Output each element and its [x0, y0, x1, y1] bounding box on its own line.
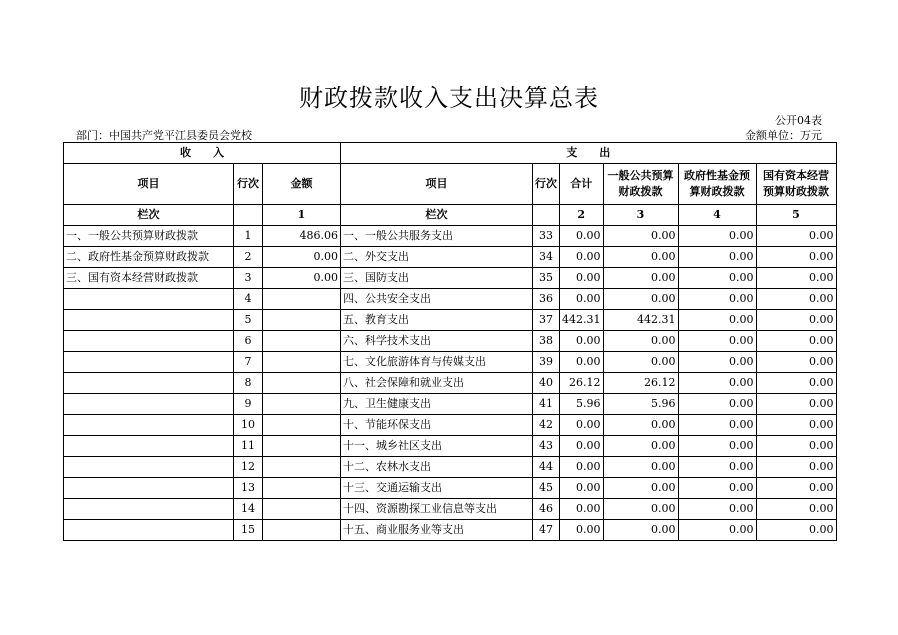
gov-fund-cell: 0.00: [678, 247, 756, 268]
state-capital-cell: 0.00: [756, 394, 836, 415]
income-item-cell: [64, 415, 234, 436]
income-amount-cell: [263, 394, 341, 415]
income-amount-cell: [263, 331, 341, 352]
col-index-5: 5: [756, 205, 836, 226]
total-cell: 0.00: [560, 415, 604, 436]
state-capital-cell: 0.00: [756, 520, 836, 541]
general-budget-cell: 0.00: [603, 457, 678, 478]
income-item-cell: [64, 289, 234, 310]
expense-item-cell: 十五、商业服务业等支出: [341, 520, 533, 541]
total-cell: 0.00: [560, 457, 604, 478]
total-cell: 442.31: [560, 310, 604, 331]
income-amount-cell: 486.06: [263, 226, 341, 247]
table-row: [64, 268, 837, 289]
form-number: 公开04表: [775, 114, 822, 127]
state-capital-cell: 0.00: [756, 310, 836, 331]
table-row: [64, 247, 837, 268]
table-row: [64, 394, 837, 415]
expense-item-cell: 九、卫生健康支出: [341, 394, 533, 415]
income-line-cell: 2: [234, 247, 263, 268]
table-row: [64, 352, 837, 373]
expense-item-cell: 三、国防支出: [341, 268, 533, 289]
expense-line-cell: 40: [533, 373, 560, 394]
expense-item-cell: 一、一般公共服务支出: [341, 226, 533, 247]
income-amount-cell: [263, 310, 341, 331]
total-cell: 0.00: [560, 352, 604, 373]
general-budget-cell: 0.00: [603, 478, 678, 499]
expense-line-cell: 47: [533, 520, 560, 541]
table-row: [64, 310, 837, 331]
total-header: 合计: [560, 164, 604, 205]
gov-fund-cell: 0.00: [678, 373, 756, 394]
income-item-cell: [64, 499, 234, 520]
expense-line-index: [533, 205, 560, 226]
expense-line-cell: 46: [533, 499, 560, 520]
expense-line-cell: 35: [533, 268, 560, 289]
income-amount-cell: [263, 373, 341, 394]
total-cell: 0.00: [560, 436, 604, 457]
general-budget-cell: 0.00: [603, 331, 678, 352]
state-capital-cell: 0.00: [756, 499, 836, 520]
gov-fund-cell: 0.00: [678, 499, 756, 520]
income-amount-cell: [263, 415, 341, 436]
income-item-header: 项目: [64, 164, 234, 205]
table-row: [64, 415, 837, 436]
state-capital-cell: 0.00: [756, 373, 836, 394]
total-cell: 5.96: [560, 394, 604, 415]
state-capital-cell: 0.00: [756, 289, 836, 310]
income-item-cell: [64, 436, 234, 457]
total-cell: 0.00: [560, 499, 604, 520]
total-cell: 0.00: [560, 226, 604, 247]
general-budget-cell: 0.00: [603, 520, 678, 541]
col-index-4: 4: [678, 205, 756, 226]
gov-fund-cell: 0.00: [678, 520, 756, 541]
gov-fund-cell: 0.00: [678, 289, 756, 310]
income-amount-cell: [263, 352, 341, 373]
expense-line-cell: 37: [533, 310, 560, 331]
general-budget-header: 一般公共预算财政拨款: [603, 164, 678, 205]
income-item-cell: [64, 331, 234, 352]
state-capital-header: 国有资本经营预算财政拨款: [756, 164, 836, 205]
document-title: 财政拨款收入支出决算总表: [299, 84, 599, 112]
income-amount-cell: [263, 478, 341, 499]
income-section-header: 收 入: [64, 143, 341, 164]
income-line-cell: 14: [234, 499, 263, 520]
general-budget-cell: 0.00: [603, 436, 678, 457]
general-budget-cell: 0.00: [603, 352, 678, 373]
income-line-cell: 5: [234, 310, 263, 331]
expense-item-cell: 十、节能环保支出: [341, 415, 533, 436]
expense-line-cell: 33: [533, 226, 560, 247]
income-item-cell: [64, 373, 234, 394]
total-cell: 0.00: [560, 331, 604, 352]
income-item-cell: [64, 478, 234, 499]
income-line-header: 行次: [234, 164, 263, 205]
expense-item-cell: 五、教育支出: [341, 310, 533, 331]
income-item-cell: [64, 520, 234, 541]
income-line-cell: 13: [234, 478, 263, 499]
expense-col-label: 栏次: [341, 205, 533, 226]
expense-line-cell: 42: [533, 415, 560, 436]
total-cell: 0.00: [560, 289, 604, 310]
income-col-label: 栏次: [64, 205, 234, 226]
state-capital-cell: 0.00: [756, 331, 836, 352]
unit-label: 金额单位：万元: [745, 129, 822, 142]
state-capital-cell: 0.00: [756, 226, 836, 247]
general-budget-cell: 442.31: [603, 310, 678, 331]
income-line-cell: 11: [234, 436, 263, 457]
income-line-index: [234, 205, 263, 226]
income-item-cell: 一、一般公共预算财政拨款: [64, 226, 234, 247]
table-row: [64, 520, 837, 541]
expense-line-cell: 44: [533, 457, 560, 478]
expense-line-cell: 39: [533, 352, 560, 373]
state-capital-cell: 0.00: [756, 478, 836, 499]
budget-table: [63, 142, 837, 541]
expense-item-cell: 十二、农林水支出: [341, 457, 533, 478]
expense-line-cell: 45: [533, 478, 560, 499]
table-row: [64, 436, 837, 457]
expense-item-cell: 六、科学技术支出: [341, 331, 533, 352]
table-row: [64, 373, 837, 394]
header-row-columns: [64, 164, 837, 205]
income-line-cell: 9: [234, 394, 263, 415]
state-capital-cell: 0.00: [756, 415, 836, 436]
income-line-cell: 15: [234, 520, 263, 541]
gov-fund-cell: 0.00: [678, 226, 756, 247]
general-budget-cell: 0.00: [603, 247, 678, 268]
gov-fund-cell: 0.00: [678, 436, 756, 457]
income-line-cell: 8: [234, 373, 263, 394]
department-label: 部门：中国共产党平江县委员会党校: [76, 129, 252, 142]
expense-line-cell: 41: [533, 394, 560, 415]
gov-fund-cell: 0.00: [678, 331, 756, 352]
income-item-cell: [64, 457, 234, 478]
income-amount-cell: [263, 436, 341, 457]
income-amount-cell: [263, 457, 341, 478]
general-budget-cell: 26.12: [603, 373, 678, 394]
gov-fund-cell: 0.00: [678, 310, 756, 331]
expense-item-cell: 十四、资源勘探工业信息等支出: [341, 499, 533, 520]
state-capital-cell: 0.00: [756, 352, 836, 373]
income-item-cell: 三、国有资本经营财政拨款: [64, 268, 234, 289]
expense-section-header: 支 出: [341, 143, 837, 164]
expense-line-cell: 43: [533, 436, 560, 457]
income-item-cell: [64, 310, 234, 331]
expense-line-cell: 36: [533, 289, 560, 310]
table-row: [64, 226, 837, 247]
expense-item-cell: 四、公共安全支出: [341, 289, 533, 310]
table-row: [64, 478, 837, 499]
income-amount-cell: 0.00: [263, 268, 341, 289]
income-amount-cell: [263, 499, 341, 520]
expense-item-cell: 八、社会保障和就业支出: [341, 373, 533, 394]
gov-fund-cell: 0.00: [678, 394, 756, 415]
expense-line-cell: 38: [533, 331, 560, 352]
table-row: [64, 457, 837, 478]
general-budget-cell: 0.00: [603, 415, 678, 436]
table-row: [64, 499, 837, 520]
total-cell: 26.12: [560, 373, 604, 394]
state-capital-cell: 0.00: [756, 247, 836, 268]
total-cell: 0.00: [560, 268, 604, 289]
income-line-cell: 12: [234, 457, 263, 478]
income-item-cell: 二、政府性基金预算财政拨款: [64, 247, 234, 268]
income-line-cell: 4: [234, 289, 263, 310]
state-capital-cell: 0.00: [756, 457, 836, 478]
general-budget-cell: 5.96: [603, 394, 678, 415]
income-item-cell: [64, 352, 234, 373]
expense-item-cell: 十一、城乡社区支出: [341, 436, 533, 457]
expense-item-header: 项目: [341, 164, 533, 205]
general-budget-cell: 0.00: [603, 289, 678, 310]
col-index-2: 2: [560, 205, 604, 226]
gov-fund-cell: 0.00: [678, 352, 756, 373]
income-line-cell: 3: [234, 268, 263, 289]
expense-item-cell: 十三、交通运输支出: [341, 478, 533, 499]
expense-item-cell: 七、文化旅游体育与传媒支出: [341, 352, 533, 373]
column-index-row: [64, 205, 837, 226]
income-item-cell: [64, 394, 234, 415]
income-amount-cell: 0.00: [263, 247, 341, 268]
state-capital-cell: 0.00: [756, 268, 836, 289]
gov-fund-cell: 0.00: [678, 457, 756, 478]
general-budget-cell: 0.00: [603, 226, 678, 247]
income-line-cell: 7: [234, 352, 263, 373]
gov-fund-cell: 0.00: [678, 478, 756, 499]
expense-line-cell: 34: [533, 247, 560, 268]
income-line-cell: 10: [234, 415, 263, 436]
gov-fund-header: 政府性基金预算财政拨款: [678, 164, 756, 205]
expense-item-cell: 二、外交支出: [341, 247, 533, 268]
gov-fund-cell: 0.00: [678, 415, 756, 436]
income-amount-cell: [263, 289, 341, 310]
total-cell: 0.00: [560, 247, 604, 268]
col-index-1: 1: [263, 205, 341, 226]
income-line-cell: 6: [234, 331, 263, 352]
table-row: [64, 331, 837, 352]
income-line-cell: 1: [234, 226, 263, 247]
gov-fund-cell: 0.00: [678, 268, 756, 289]
header-row-section: [64, 143, 837, 164]
col-index-3: 3: [603, 205, 678, 226]
expense-line-header: 行次: [533, 164, 560, 205]
total-cell: 0.00: [560, 478, 604, 499]
income-amount-cell: [263, 520, 341, 541]
income-amount-header: 金额: [263, 164, 341, 205]
total-cell: 0.00: [560, 520, 604, 541]
state-capital-cell: 0.00: [756, 436, 836, 457]
general-budget-cell: 0.00: [603, 268, 678, 289]
general-budget-cell: 0.00: [603, 499, 678, 520]
table-row: [64, 289, 837, 310]
